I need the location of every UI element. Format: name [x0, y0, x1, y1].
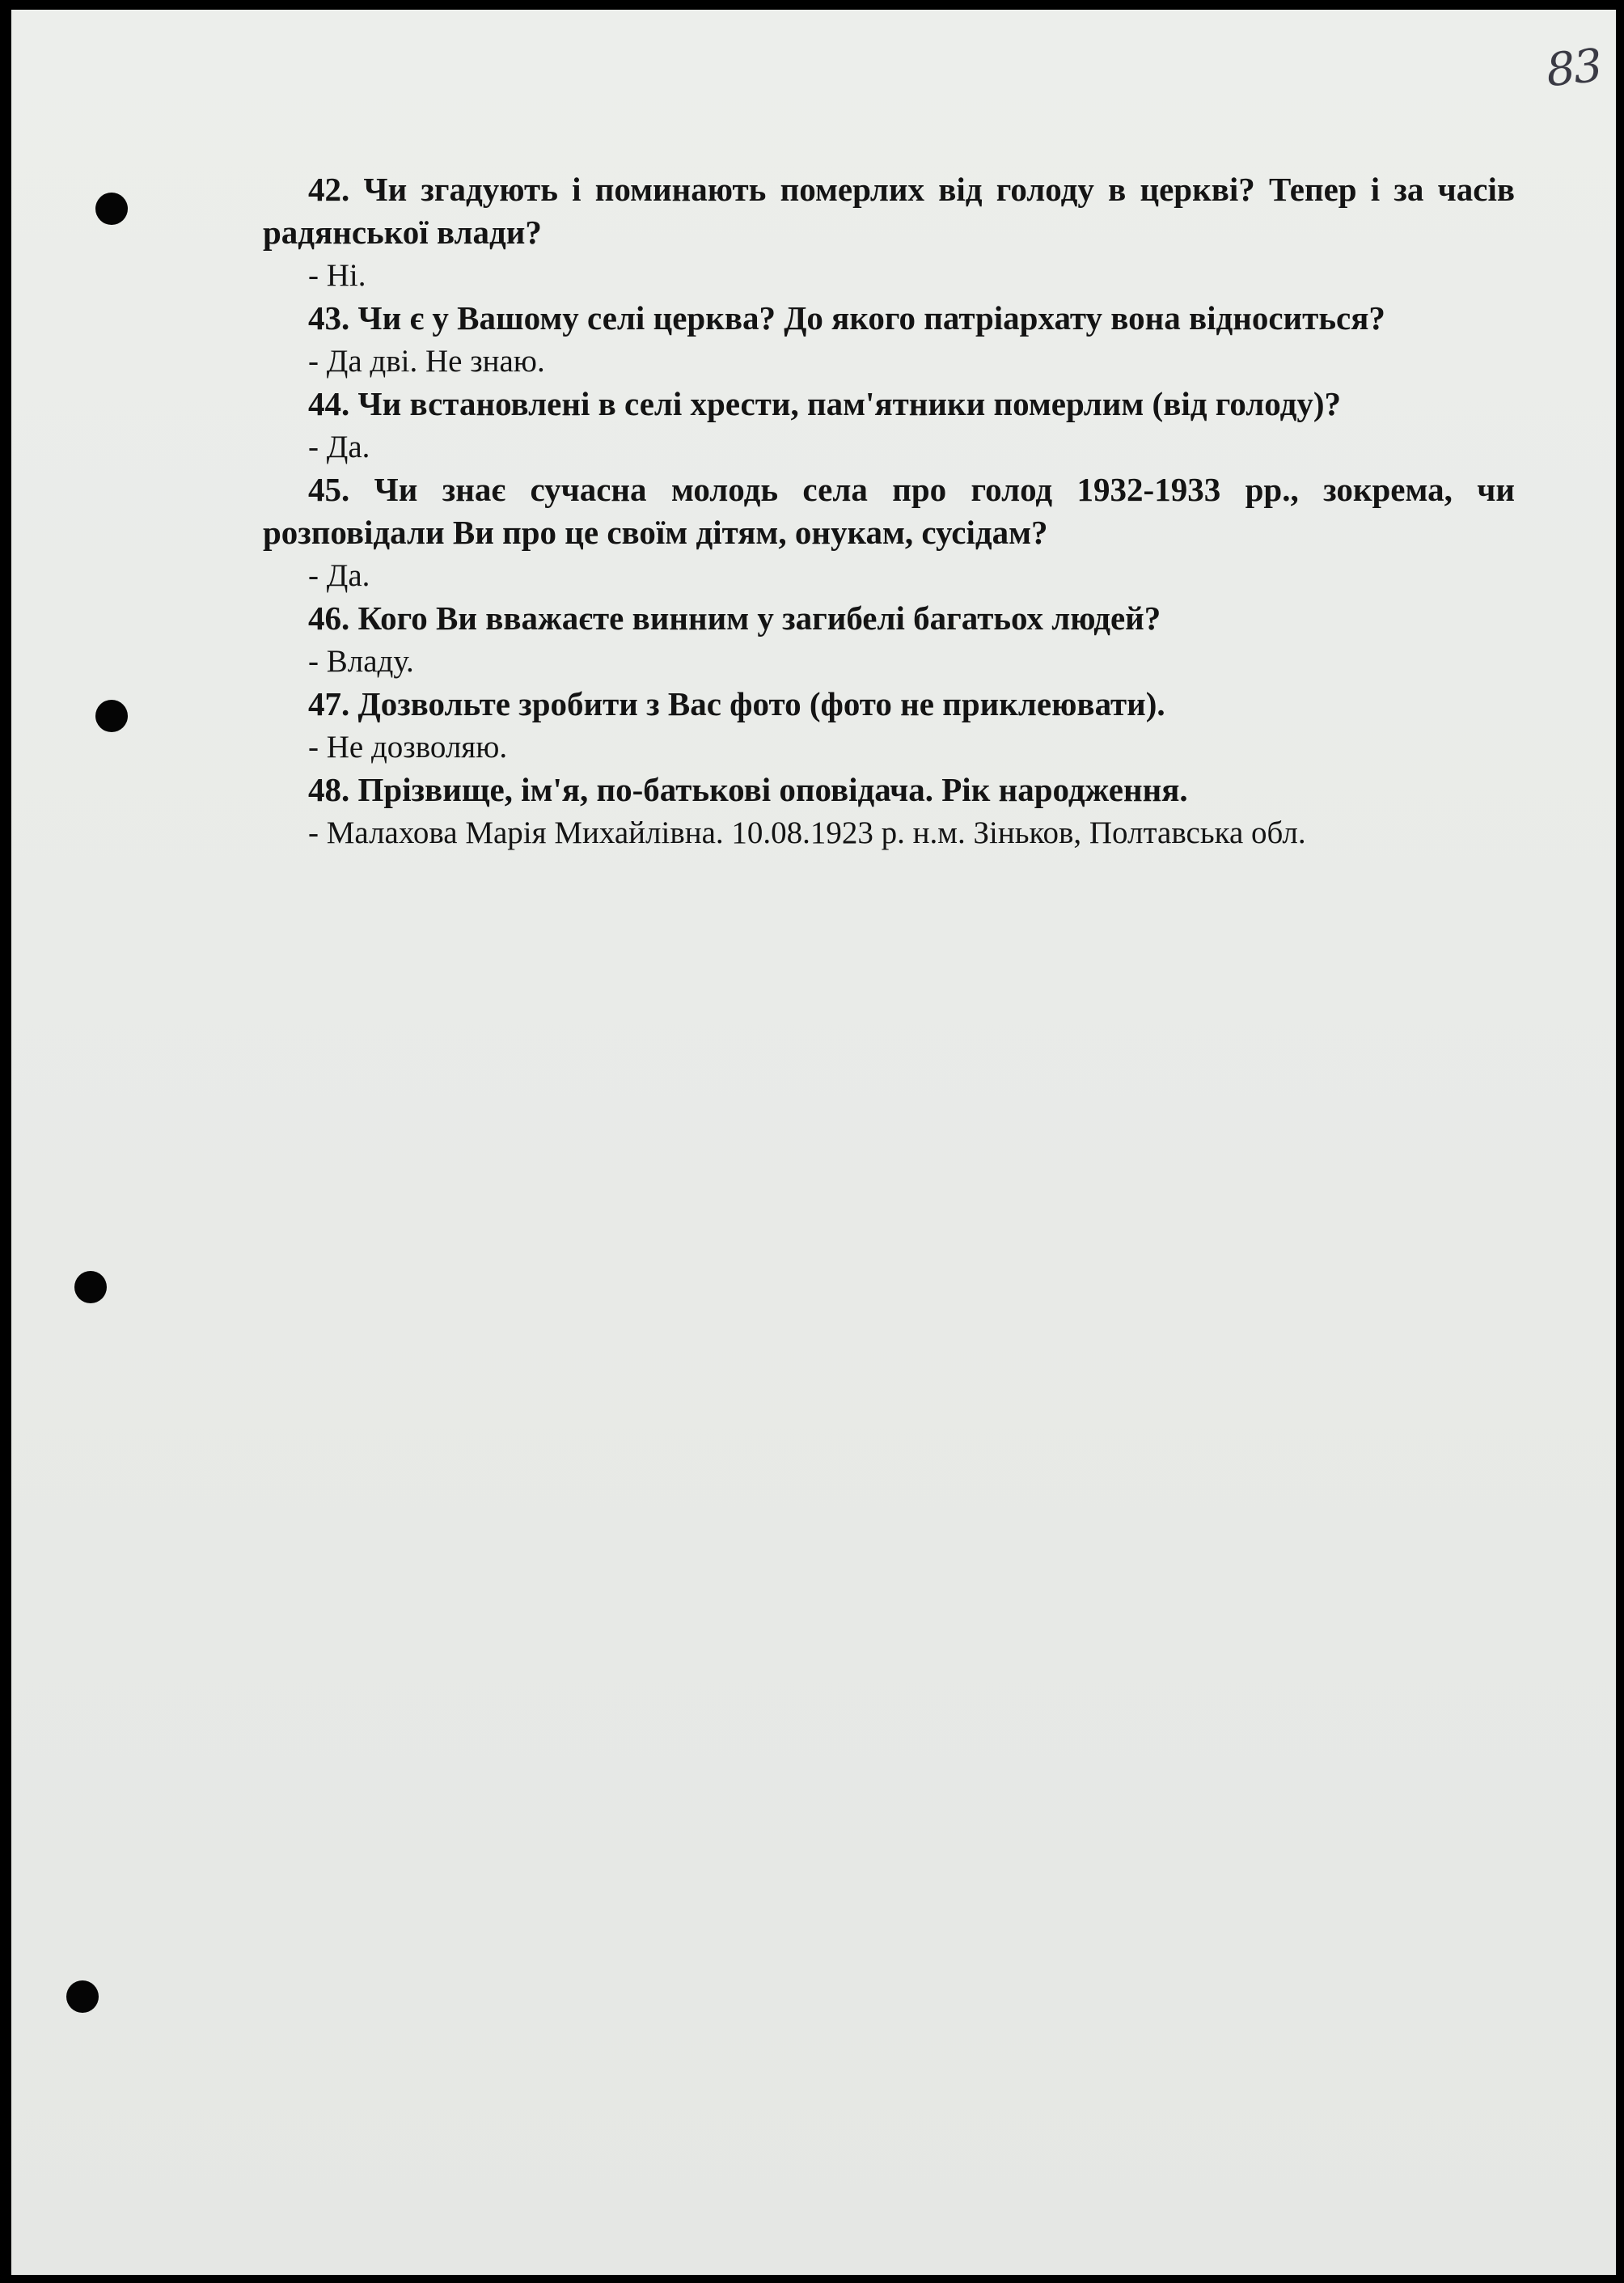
answer-45: - Да. — [308, 558, 370, 593]
questionnaire-text — [263, 168, 1515, 854]
answer-47: - Не дозволяю. — [308, 730, 508, 765]
question-44: 44. Чи встановлені в селі хрести, пам'ятники померлим (від голоду)? — [308, 385, 1342, 422]
punch-hole — [95, 700, 128, 732]
answer-48: - Малахова Марія Михайлівна. 10.08.1923 р. н.м. Зіньков, Полтавська обл. — [308, 815, 1306, 850]
punch-hole — [66, 1980, 99, 2013]
question-45: 45. Чи знає сучасна молодь села про голод 1932-1933 рр., зокрема, чи розповідали Ви про це своїм дітям, онукам, сусідам? — [263, 471, 1515, 551]
answer-43: - Да дві. Не знаю. — [308, 344, 545, 379]
question-47: 47. Дозвольте зробити з Вас фото (фото не приклеювати). — [308, 685, 1165, 722]
page-number: 83 — [1543, 39, 1604, 98]
question-48: 48. Прізвище, ім'я, по-батькові оповідача. Рік народження. — [308, 771, 1188, 808]
answer-42: - Ні. — [308, 258, 366, 293]
document-page — [11, 10, 1616, 2275]
punch-hole — [95, 193, 128, 225]
punch-hole — [74, 1271, 107, 1303]
question-46: 46. Кого Ви вважаєте винним у загибелі багатьох людей? — [308, 599, 1161, 637]
question-42: 42. Чи згадують і поминають померлих від голоду в церкві? Тепер і за часів радянської влади? — [263, 171, 1515, 251]
answer-46: - Владу. — [308, 644, 414, 679]
answer-44: - Да. — [308, 430, 370, 464]
question-43: 43. Чи є у Вашому селі церква? До якого патріархату вона відноситься? — [308, 299, 1385, 337]
